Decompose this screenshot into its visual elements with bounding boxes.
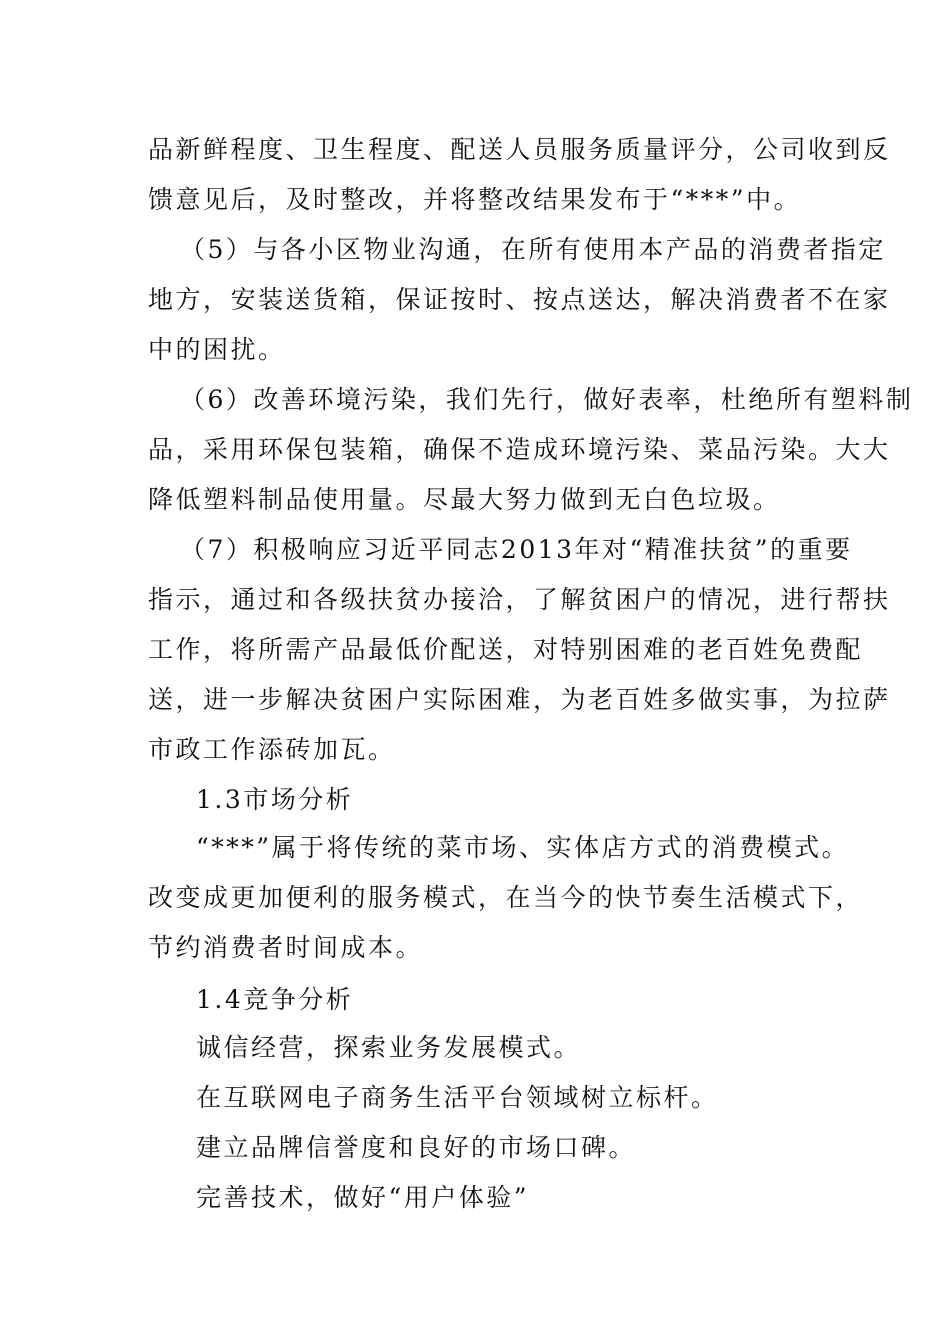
text-line: 送，进一步解决贫困户实际困难，为老百姓多做实事，为拉萨 [148, 685, 891, 714]
text-line: （6）改善环境污染，我们先行，做好表率，杜绝所有塑料制 [180, 385, 914, 414]
section-heading-competition-analysis: 1.4竞争分析 [196, 985, 354, 1014]
text-line: 改变成更加便利的服务模式，在当今的快节奏生活模式下， [148, 883, 864, 912]
text-line: 建立品牌信誉度和良好的市场口碑。 [196, 1133, 637, 1162]
section-heading-market-analysis: 1.3市场分析 [196, 785, 354, 814]
text-line: 完善技术，做好“用户体验” [196, 1183, 530, 1212]
text-line: 指示，通过和各级扶贫办接洽，了解贫困户的情况，进行帮扶 [148, 585, 891, 614]
text-line: 节约消费者时间成本。 [148, 933, 424, 962]
text-line: 市政工作添砖加瓦。 [148, 735, 396, 764]
text-line: 工作，将所需产品最低价配送，对特别困难的老百姓免费配 [148, 635, 864, 664]
text-line: 地方，安装送货箱，保证按时、按点送达，解决消费者不在家 [148, 285, 891, 314]
text-line: 中的困扰。 [148, 335, 286, 364]
text-line: 诚信经营，探索业务发展模式。 [196, 1033, 582, 1062]
text-line: 品，采用环保包装箱，确保不造成环境污染、菜品污染。大大 [148, 435, 891, 464]
text-line: 馈意见后，及时整改，并将整改结果发布于“***”中。 [148, 185, 802, 214]
text-line: 品新鲜程度、卫生程度、配送人员服务质量评分，公司收到反 [148, 135, 891, 164]
text-line: 降低塑料制品使用量。尽最大努力做到无白色垃圾。 [148, 485, 781, 514]
text-line: “***”属于将传统的菜市场、实体店方式的消费模式。 [196, 833, 850, 862]
text-line: （7）积极响应习近平同志2013年对“精准扶贫”的重要 [180, 535, 853, 564]
text-line: 在互联网电子商务生活平台领域树立标杆。 [196, 1083, 719, 1112]
text-line: （5）与各小区物业沟通，在所有使用本产品的消费者指定 [180, 235, 886, 264]
